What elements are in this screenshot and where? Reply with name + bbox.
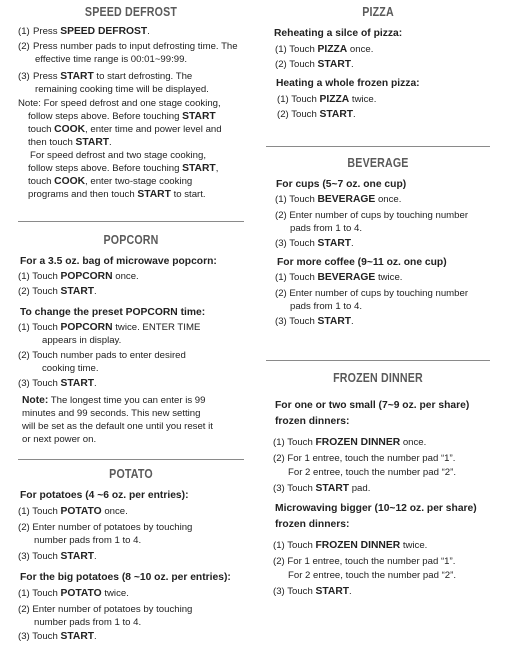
beverage-step: (1) Touch BEVERAGE twice.	[275, 272, 403, 283]
section-divider	[266, 146, 490, 147]
speed-defrost-steps	[18, 25, 244, 201]
pizza-subheading: Heating a whole frozen pizza:	[276, 78, 420, 89]
popcorn-step: (3) Touch START.	[18, 378, 97, 389]
pizza-section	[266, 4, 490, 19]
frozen-dinner-step: (3) Touch START pad.	[273, 483, 371, 494]
popcorn-note: minutes and 99 seconds. This new setting	[22, 408, 201, 419]
pizza-subheading: Reheating a silce of pizza:	[274, 28, 403, 39]
note-line: touch COOK, enter time and power level and	[28, 124, 222, 135]
pizza-step: (2) Touch START.	[275, 59, 354, 70]
potato-step: (1) Touch POTATO twice.	[18, 588, 129, 599]
potato-subheading: For the big potatoes (8 ~10 oz. per entries):	[20, 572, 231, 583]
frozen-dinner-subheading: Microwaving bigger (10~12 oz. per share)	[275, 503, 477, 514]
beverage-heading: BEVERAGE	[347, 155, 409, 170]
popcorn-subheading: To change the preset POPCORN time:	[20, 307, 206, 318]
step-2: (2) Press number pads to input defrosting time. The	[18, 41, 238, 52]
beverage-section	[266, 155, 490, 170]
beverage-subheading: For cups (5~7 oz. one cup)	[276, 179, 407, 190]
popcorn-step: (2) Touch number pads to enter desired	[18, 350, 186, 361]
speed-defrost-section	[18, 4, 244, 19]
beverage-step: (2) Enter number of cups by touching number	[275, 288, 469, 299]
frozen-dinner-step: (2) For 1 entree, touch the number pad “1”.	[273, 556, 456, 567]
frozen-dinner-step: (1) Touch FROZEN DINNER once.	[273, 437, 427, 448]
potato-step: (2) Enter number of potatoes by touching	[18, 604, 193, 615]
frozen-dinner-step-cont: For 2 entree, touch the number pad “2”.	[288, 467, 456, 478]
beverage-subheading: For more coffee (9~11 oz. one cup)	[277, 257, 447, 268]
potato-step: (2) Enter number of potatoes by touching	[18, 522, 193, 533]
potato-step: (3) Touch START.	[18, 631, 97, 642]
step-2-cont: effective time range is 00:01~99:99.	[35, 54, 188, 65]
beverage-step: (1) Touch BEVERAGE once.	[275, 194, 402, 205]
popcorn-subheading: For a 3.5 oz. bag of microwave popcorn:	[20, 256, 217, 267]
step-3: (3) Press START to start defrosting. The	[18, 71, 193, 82]
potato-step-cont: number pads from 1 to 4.	[34, 617, 142, 628]
potato-subheading: For potatoes (4 ~6 oz. per entries):	[20, 490, 189, 501]
pizza-heading: PIZZA	[362, 4, 394, 19]
note-line: follow steps above. Before touching START	[28, 111, 216, 122]
popcorn-body	[18, 256, 244, 446]
pizza-step: (1) Touch PIZZA twice.	[277, 94, 377, 105]
beverage-step-cont: pads from 1 to 4.	[290, 223, 362, 234]
note-line: Note: For speed defrost and one stage cooking,	[18, 98, 221, 109]
beverage-step: (3) Touch START.	[275, 238, 354, 249]
popcorn-step: (2) Touch START.	[18, 286, 97, 297]
beverage-step: (2) Enter number of cups by touching number	[275, 210, 469, 221]
frozen-dinner-step: (3) Touch START.	[273, 586, 352, 597]
popcorn-note: or next power on.	[22, 434, 97, 445]
beverage-step: (3) Touch START.	[275, 316, 354, 327]
pizza-step: (2) Touch START.	[277, 109, 356, 120]
frozen-dinner-step: (1) Touch FROZEN DINNER twice.	[273, 540, 428, 551]
beverage-step-cont: pads from 1 to 4.	[290, 301, 362, 312]
popcorn-note: Note: The longest time you can enter is 99	[22, 395, 206, 406]
speed-defrost-heading: SPEED DEFROST	[84, 4, 178, 19]
note-line: touch COOK, enter two-stage cooking	[28, 176, 193, 187]
potato-step-cont: number pads from 1 to 4.	[34, 535, 142, 546]
frozen-dinner-heading: FROZEN DINNER	[333, 370, 423, 385]
note-line: For speed defrost and two stage cooking,	[30, 150, 206, 161]
frozen-dinner-body	[266, 398, 490, 598]
popcorn-note: will be set as the default one until you reset it	[22, 421, 213, 432]
potato-step: (3) Touch START.	[18, 551, 97, 562]
potato-step: (1) Touch POTATO once.	[18, 506, 128, 517]
step-3-cont: remaining cooking time will be displayed.	[35, 84, 209, 95]
popcorn-heading: POPCORN	[103, 232, 159, 247]
section-divider	[18, 221, 244, 222]
popcorn-step: (1) Touch POPCORN once.	[18, 271, 139, 282]
section-divider	[18, 459, 244, 460]
frozen-dinner-section	[266, 370, 490, 385]
potato-heading: POTATO	[109, 466, 153, 481]
frozen-dinner-subheading: frozen dinners:	[275, 416, 350, 427]
frozen-dinner-step: (2) For 1 entree, touch the number pad “1”.	[273, 453, 456, 464]
potato-body	[18, 490, 244, 643]
frozen-dinner-step-cont: For 2 entree, touch the number pad “2”.	[288, 570, 456, 581]
potato-section	[18, 466, 244, 481]
popcorn-step: (1) Touch POPCORN twice. ENTER TIME	[18, 322, 201, 333]
note-line: then touch START.	[28, 137, 112, 148]
popcorn-step-cont: appears in display.	[42, 335, 122, 346]
pizza-body	[266, 28, 490, 121]
frozen-dinner-subheading: For one or two small (7~9 oz. per share)	[275, 400, 470, 411]
popcorn-step-cont: cooking time.	[42, 363, 99, 374]
section-divider	[266, 360, 490, 361]
frozen-dinner-subheading: frozen dinners:	[275, 519, 350, 530]
beverage-body	[266, 179, 490, 328]
step-1: (1) Press SPEED DEFROST.	[18, 26, 150, 37]
popcorn-section	[18, 232, 244, 247]
pizza-step: (1) Touch PIZZA once.	[275, 44, 374, 55]
note-line: follow steps above. Before touching START,	[28, 163, 219, 174]
note-line: programs and then touch START to start.	[28, 189, 206, 200]
